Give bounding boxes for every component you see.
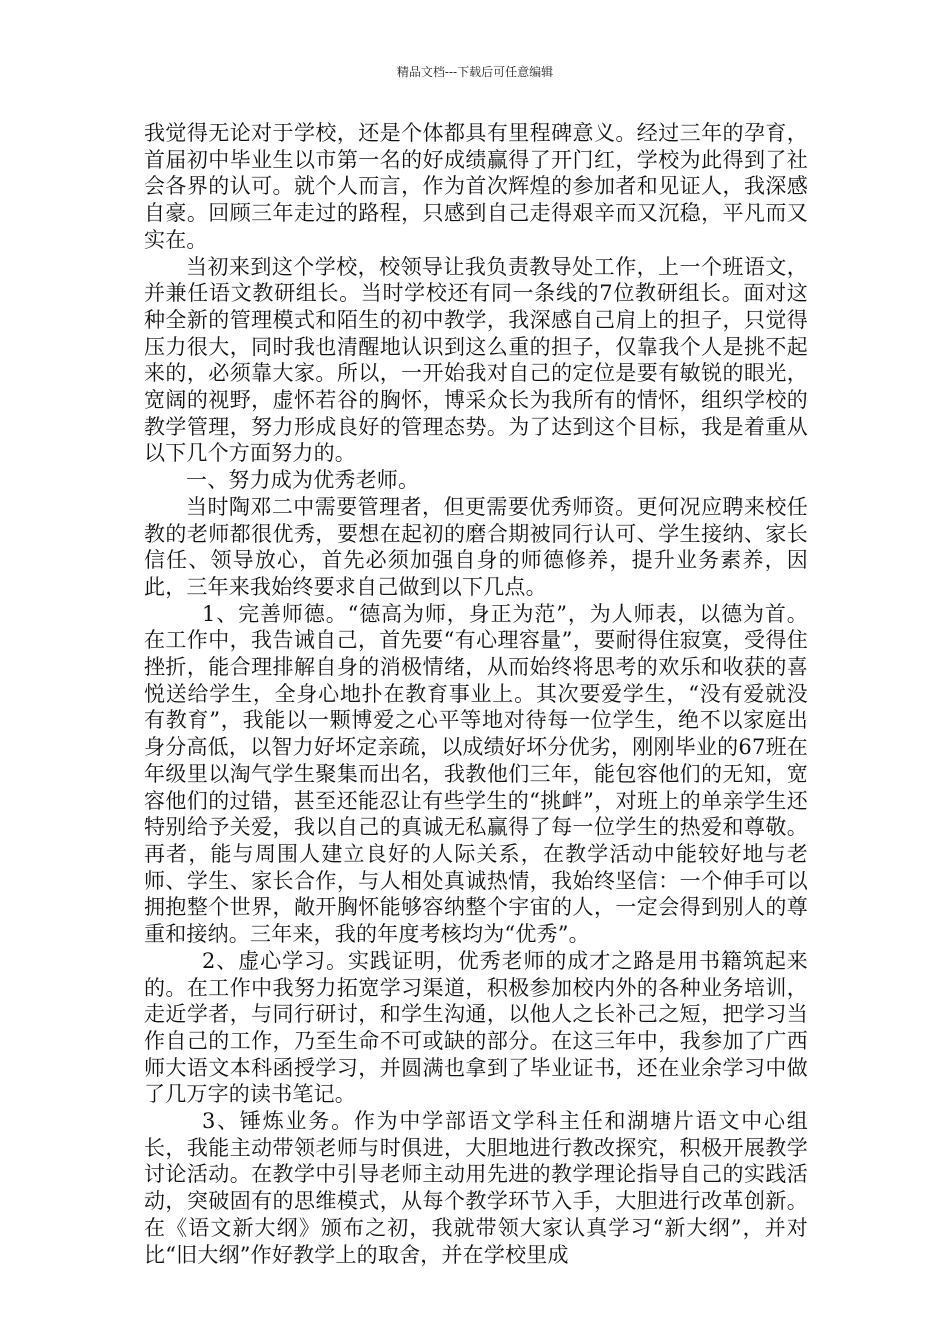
paragraph-need-teachers: 当时陶邓二中需要管理者，但更需要优秀师资。更何况应聘来校任教的老师都很优秀，要想在起初的磨合期被同行认可、学生接纳、家长信任、领导放心，首先必须加强自身的师德修养，提升业务素养，因此，三年来我始终要求自己做到以下几点。 <box>144 494 808 599</box>
paragraph-intro: 我觉得无论对于学校，还是个体都具有里程碑意义。经过三年的孕育，首届初中毕业生以市第一名的好成绩赢得了开门红，学校为此得到了社会各界的认可。就个人而言，作为首次辉煌的参加者和见证人，我深感自豪。回顾三年走过的路程，只感到自己走得艰辛而又沉稳，平凡而又实在。 <box>144 121 808 252</box>
paragraph-ethics: 1、完善师德。“德高为师，身正为范”，为人师表，以德为首。在工作中，我告诫自己，首先要“有心理容量”，要耐得住寂寞，受得住挫折，能合理排解自身的消极情绪，从而始终将思考的欢乐和收获的喜悦送给学生，全身心地扑在教育事业上。其次要爱学生，“没有爱就没有教育”，我能以一颗博爱之心平等地对待每一位学生，绝不以家庭出身分高低，以智力好坏定亲疏，以成绩好坏分优劣，刚刚毕业的67班在年级里以淘气学生聚集而出名，我教他们三年，能包容他们的无知，宽容他们的过错，甚至还能忍让有些学生的“挑衅”，对班上的单亲学生还特别给予关爱，我以自己的真诚无私赢得了每一位学生的热爱和尊敬。再者，能与周围人建立良好的人际关系，在教学活动中能较好地与老师、学生、家长合作，与人相处真诚热情，我始终坚信：一个伸手可以拥抱整个世界，敞开胸怀能够容纳整个宇宙的人，一定会得到别人的尊重和接纳。三年来，我的年度考核均为“优秀”。 <box>144 601 808 947</box>
section-heading-excellent-teacher: 一、努力成为优秀老师。 <box>186 468 420 493</box>
paragraph-skills: 3、锤炼业务。作为中学部语文学科主任和湖塘片语文中心组长，我能主动带领老师与时俱进，大胆地进行教改探究，积极开展教学讨论活动。在教学中引导老师主动用先进的教学理论指导自己的实践活动，突破固有的思维模式，从每个教学环节入手，大胆进行改革创新。在《语文新大纲》颁布之初，我就带领大家认真学习“新大纲”，并对比“旧大纲”作好教学上的取舍，并在学校里成 <box>144 1109 808 1267</box>
paragraph-role: 当初来到这个学校，校领导让我负责教导处工作，上一个班语文，并兼任语文教研组长。当时学校还有同一条线的7位教研组长。面对这种全新的管理模式和陌生的初中教学，我深感自己肩上的担子，只觉得压力很大，同时我也清醒地认识到这么重的担子，仅靠我个人是挑不起来的，必须靠大家。所以，一开始我对自己的定位是要有敏锐的眼光，宽阔的视野，虚怀若谷的胸怀，博采众长为我所有的情怀，组织学校的教学管理，努力形成良好的管理态势。为了达到这个目标，我是着重从以下几个方面努力的。 <box>144 254 808 466</box>
document-body <box>144 120 808 1268</box>
paragraph-learning: 2、虚心学习。实践证明，优秀老师的成才之路是用书籍筑起来的。在工作中我努力拓宽学习渠道，积极参加校内外的各种业务培训，走近学者，与同行研讨，和学生沟通，以他人之长补己之短，把学习当作自己的工作，乃至生命不可或缺的部分。在这三年中，我参加了广西师大语文本科函授学习，并圆满也拿到了毕业证书，还在业余学习中做了几万字的读书笔记。 <box>144 948 808 1107</box>
page-header: 精品文档---下载后可任意编辑 <box>396 65 554 79</box>
